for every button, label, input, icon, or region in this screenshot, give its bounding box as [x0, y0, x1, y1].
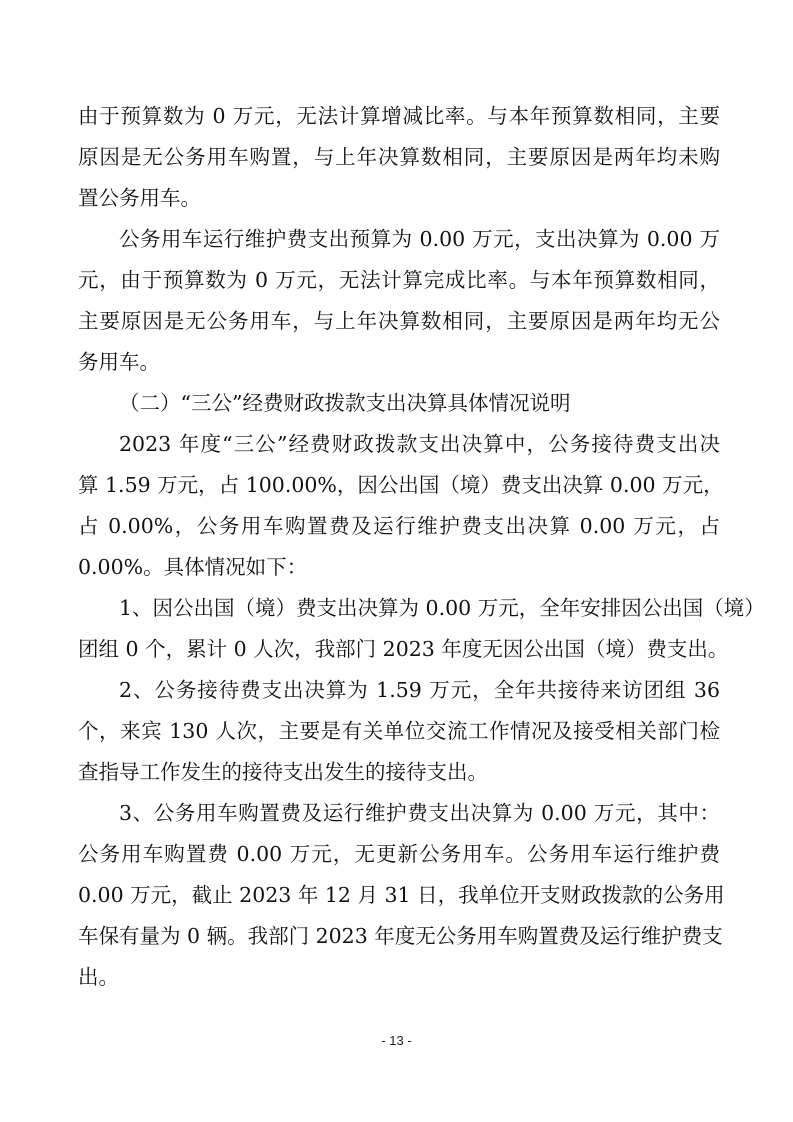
text-line: 置公务用车。 [78, 186, 201, 210]
paragraph-2 [78, 219, 720, 383]
section-heading [78, 383, 720, 424]
text-line: 由于预算数为 0 万元，无法计算增减比率。与本年预算数相同，主要 [78, 104, 720, 128]
text-line: 团组 0 个，累计 0 人次，我部门 2023 年度无因公出国（境）费支出。 [78, 637, 729, 661]
text-line: 元，由于预算数为 0 万元，无法计算完成比率。与本年预算数相同， [78, 268, 720, 292]
text-line: 车保有量为 0 辆。我部门 2023 年度无公务用车购置费及运行维护费支 [78, 924, 723, 948]
paragraph-6 [78, 793, 725, 998]
section-heading-text: （二）“三公”经费财政拨款支出决算具体情况说明 [119, 391, 571, 415]
text-line: 个，来宾 130 人次，主要是有关单位交流工作情况及接受相关部门检 [78, 719, 720, 743]
text-line: 查指导工作发生的接待支出发生的接待支出。 [78, 760, 488, 784]
text-line: 3、公务用车购置费及运行维护费支出决算为 0.00 万元，其中： [119, 801, 720, 825]
paragraph-1 [78, 96, 720, 219]
text-line: 1、因公出国（境）费支出决算为 0.00 万元，全年安排因公出国（境） [119, 596, 765, 620]
text-line: 0.00%。具体情况如下： [78, 555, 308, 579]
text-line: 2023 年度“三公”经费财政拨款支出决算中，公务接待费支出决 [119, 432, 720, 456]
text-line: 出。 [78, 965, 119, 989]
text-line: 主要原因是无公务用车，与上年决算数相同，主要原因是两年均无公 [78, 309, 720, 333]
text-line: 0.00 万元，截止 2023 年 12 月 31 日，我单位开支财政拨款的公务用 [78, 883, 725, 907]
text-line: 2、公务接待费支出决算为 1.59 万元，全年共接待来访团组 36 [119, 678, 720, 702]
text-line: 务用车。 [78, 350, 160, 374]
paragraph-3 [78, 424, 724, 588]
text-line: 公务用车购置费 0.00 万元，无更新公务用车。公务用车运行维护费 [78, 842, 720, 866]
document-body [78, 96, 765, 998]
paragraph-4 [78, 588, 765, 670]
page-number: - 13 - [381, 1033, 412, 1048]
paragraph-5 [78, 670, 720, 793]
text-line: 公务用车运行维护费支出预算为 0.00 万元，支出决算为 0.00 万 [119, 227, 720, 251]
text-line: 原因是无公务用车购置，与上年决算数相同，主要原因是两年均未购 [78, 145, 720, 169]
text-line: 占 0.00%，公务用车购置费及运行维护费支出决算 0.00 万元，占 [78, 514, 720, 538]
text-line: 算 1.59 万元，占 100.00%，因公出国（境）费支出决算 0.00 万元， [78, 473, 724, 497]
